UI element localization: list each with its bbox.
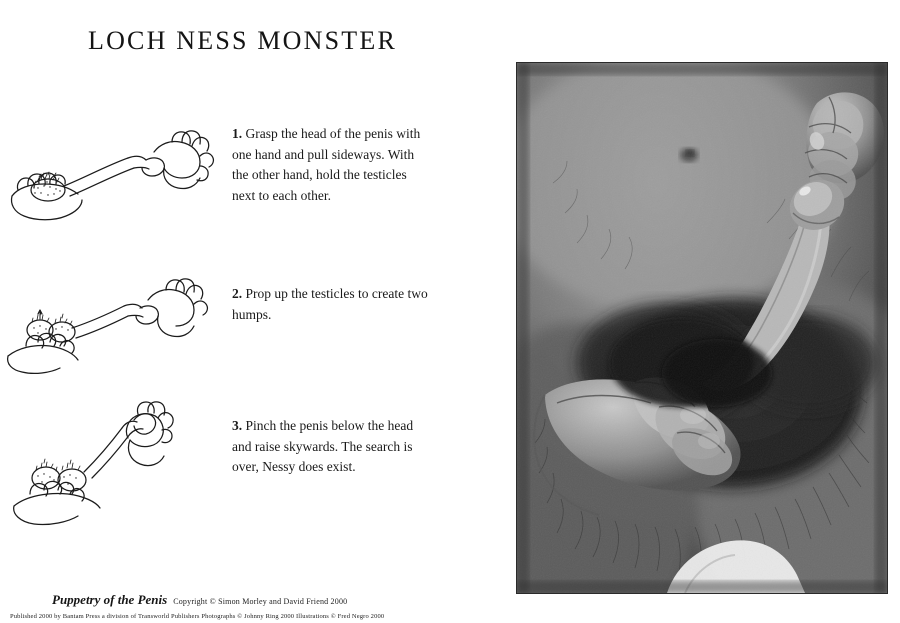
step-3-text [232,416,432,478]
step-2-body: Prop up the testicles to create two humps. [232,286,428,322]
page-title: LOCH NESS MONSTER [88,26,397,55]
step-1-body: Grasp the head of the penis with one hand and pull sideways. With the other hand, hold the testicles next to each other. [232,126,421,203]
hands-grasping-illustration-step-2 [4,272,224,402]
step-1-text [232,124,432,206]
step-2-number: 2. [232,286,243,301]
step-3-number: 3. [232,418,243,433]
copyright-notice: Copyright © Simon Morley and David Friend 2000 [173,597,348,606]
footer-title-line [52,591,347,609]
step-1-number: 1. [232,126,243,141]
hands-grasping-illustration-step-3 [4,398,224,528]
step-2-text [232,284,432,325]
book-title: Puppetry of the Penis [52,592,168,607]
page-gutter [500,0,514,623]
hands-grasping-illustration-step-1 [4,118,224,248]
black-and-white-photograph [516,62,888,594]
photograph-content [517,63,887,593]
step-3-body: Pinch the penis below the head and raise skywards. The search is over, Nessy does exist. [232,418,414,475]
publication-line: Published 2000 by Bantam Press a division of Transworld Publishers Photographs © Johnny Ring 2000 Illustrations © Fred Negro 2000 [10,613,385,620]
